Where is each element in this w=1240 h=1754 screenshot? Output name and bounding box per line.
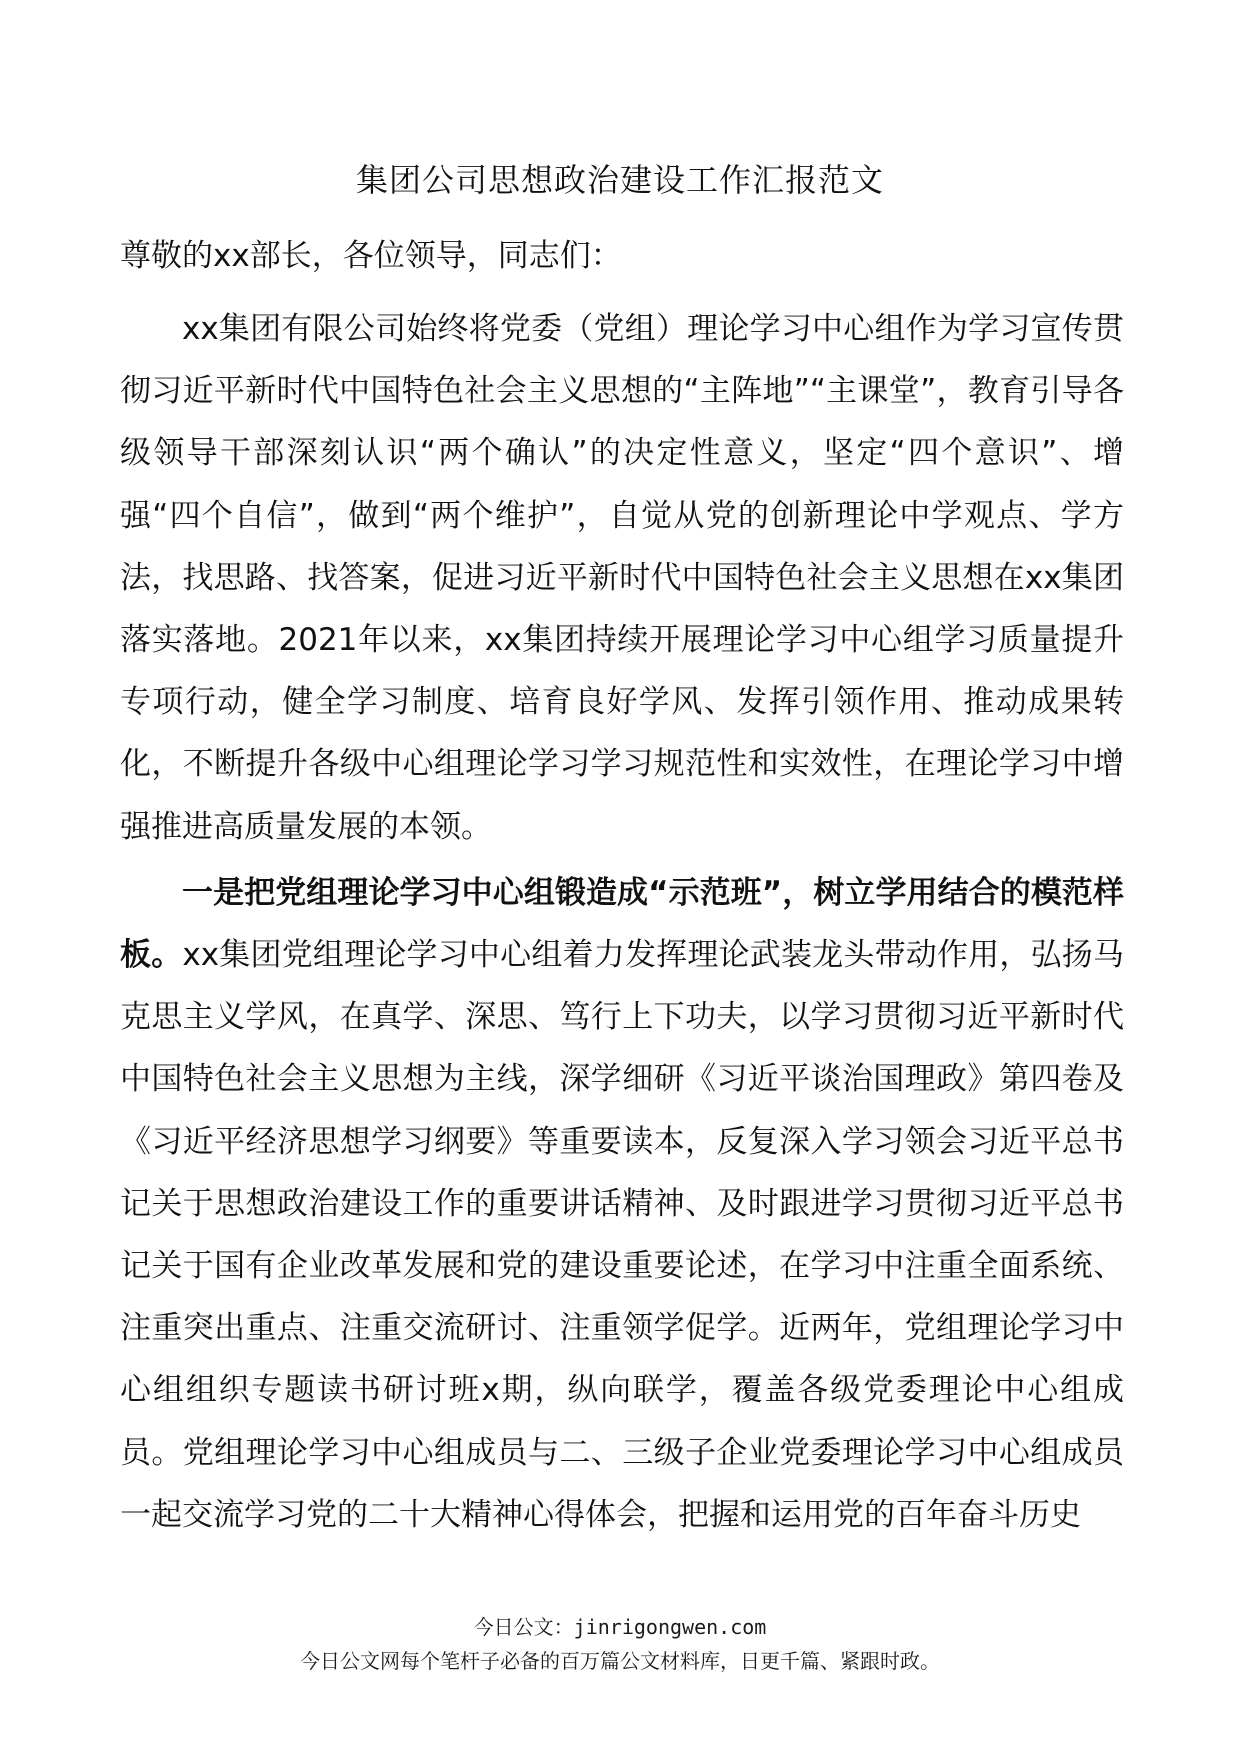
section-one-text: xx集团党组理论学习中心组着力发挥理论武装龙头带动作用，弘扬马克思主义学风，在真学、深思、笃行上下功夫，以学习贯彻习近平新时代中国特色社会主义思想为主线，深学细研《习近平谈治国理政》第四卷及《习近平经济思想学习纲要》等重要读本，反复深入学习领会习近平总书记关于思想政治建设工作的重要讲话精神、及时跟进学习贯彻习近平总书记关于国有企业改革发展和党的建设重要论述，在学习中注重全面系统、注重突出重点、注重交流研讨、注重领学促学。近两年，党组理论学习中心组组织专题读书研讨班x期，纵向联学，覆盖各级党委理论中心组成员。党组理论学习中心组成员与二、三级子企业党委理论学习中心组成员一起交流学习党的二十大精神心得体会，把握和运用党的百年奋斗历史: [120, 937, 1124, 1533]
footer-site-line: [0, 1612, 1240, 1642]
footer-site-link[interactable]: jinrigongwen.com: [573, 1615, 767, 1639]
document-body: [120, 298, 1124, 1546]
section-one-heading: 一是把党组理论学习中心组锻造成“示范班”，树立学用结合的模范样板。: [120, 874, 1124, 974]
document-title: 集团公司思想政治建设工作汇报范文: [355, 161, 884, 199]
paragraph-intro: xx集团有限公司始终将党委（党组）理论学习中心组作为学习宣传贯彻习近平新时代中国特色社会主义思想的“主阵地”“主课堂”，教育引导各级领导干部深刻认识“两个确认”的决定性意义，坚定“四个意识”、增强“四个自信”，做到“两个维护”，自觉从党的创新理论中学观点、学方法，找思路、找答案，促进习近平新时代中国特色社会主义思想在xx集团落实落地。2021年以来，xx集团持续开展理论学习中心组学习质量提升专项行动，健全学习制度、培育良好学风、发挥引领作用、推动成果转化，不断提升各级中心组理论学习学习规范性和实效性，在理论学习中增强推进高质量发展的本领。: [120, 311, 1124, 845]
salutation: 尊敬的xx部长，各位领导，同志们：: [120, 238, 622, 274]
footer-site-label: 今日公文：: [473, 1615, 574, 1639]
page-footer: [0, 1612, 1240, 1676]
footer-tagline: 今日公文网每个笔杆子必备的百万篇公文材料库，日更千篇、紧跟时政。: [300, 1649, 940, 1673]
paragraph-section-one: [120, 862, 1124, 1546]
